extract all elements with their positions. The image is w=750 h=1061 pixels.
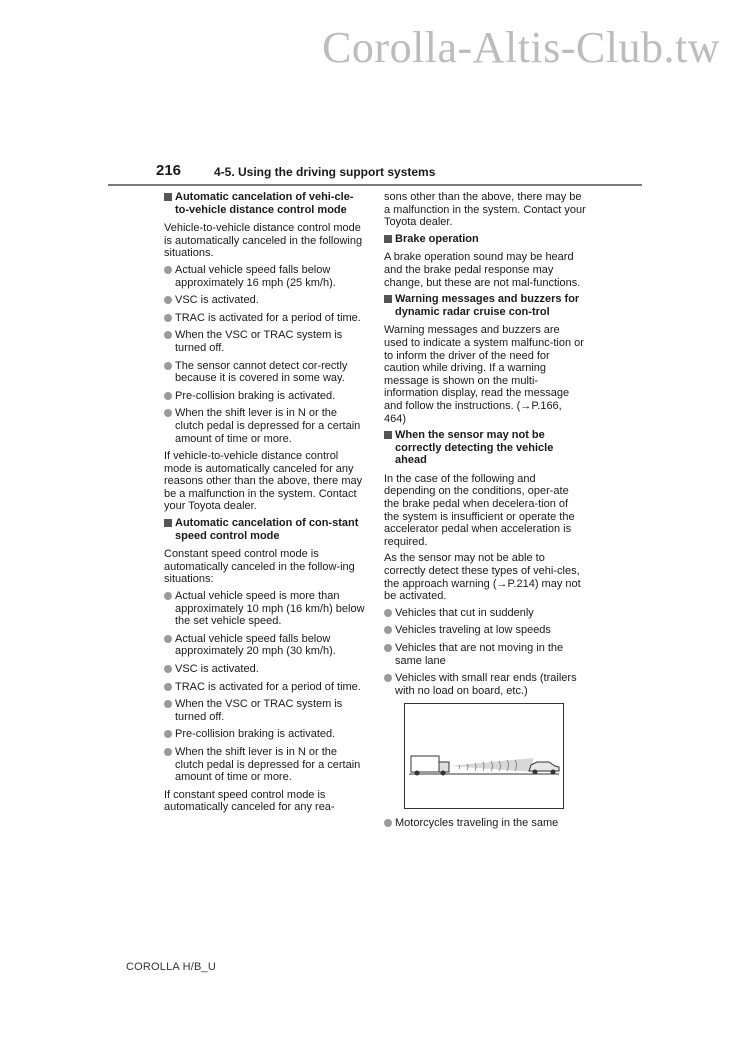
section-heading [384, 233, 586, 246]
bullet-dot-icon [164, 409, 172, 417]
bullet-dot-icon [164, 331, 172, 339]
footer-model-code: COROLLA H/B_U [126, 961, 217, 973]
bullet-dot-icon [164, 296, 172, 304]
bullet-dot-icon [164, 748, 172, 756]
bullet-dot-icon [164, 392, 172, 400]
list-item-text: VSC is activated. [175, 294, 259, 307]
heading-square-icon [384, 295, 392, 303]
list-item-text: Vehicles with small rear ends (trailers with no load on board, etc.) [395, 672, 577, 697]
list-item-text: VSC is activated. [175, 663, 259, 675]
heading-square-icon [384, 235, 392, 243]
radar-beam [449, 758, 533, 772]
list-item-text: TRAC is activated for a period of time. [175, 680, 361, 693]
heading-square-icon [384, 431, 392, 439]
heading-text: Brake operation [395, 232, 479, 245]
page-number: 216 [156, 162, 182, 179]
bullet-dot-icon [164, 266, 172, 274]
paragraph: In the case of the following and depending on the conditions, oper-ate the brake pedal when decelera-tion of the system is insufficient or operate the accelerator pedal when acceleration is required. [384, 472, 575, 548]
heading-text: Automatic cancelation of vehi-cle-to-vehicle distance control mode [175, 191, 354, 216]
list-item [164, 681, 366, 694]
paragraph: If constant speed control mode is automatically canceled for any rea- [164, 788, 335, 814]
list-item [384, 607, 586, 620]
list-item [384, 624, 586, 637]
paragraph: A brake operation sound may be heard and the brake pedal response may change, but these are not mal-functions. [384, 251, 581, 289]
list-item [164, 728, 366, 741]
list-item-text: Motorcycles traveling in the same [395, 817, 559, 830]
list-item [164, 698, 366, 723]
bullet-dot-icon [164, 665, 172, 673]
paragraph: Warning messages and buzzers are used to indicate a system malfunc-tion or to inform the driver of the need for caution while driving. If a warning message is shown on the multi-information display, read the message and follow the instructions. (→P.166, 464) [384, 324, 584, 425]
heading-text: When the sensor may not be correctly detecting the vehicle ahead [395, 429, 554, 467]
left-column [164, 191, 366, 818]
list-item-text: When the shift lever is in N or the clutch pedal is depressed for a certain amount of time or more. [175, 745, 361, 784]
paragraph: Constant speed control mode is automatically canceled in the follow-ing situations: [164, 548, 355, 586]
list-item-text: Actual vehicle speed is more than approximately 10 mph (16 km/h) below the set vehicle speed. [175, 590, 365, 628]
heading-square-icon [164, 193, 172, 201]
bullet-dot-icon [164, 592, 172, 600]
list-item-text: Actual vehicle speed falls below approximately 20 mph (30 km/h). [175, 632, 336, 658]
paragraph: If vehicle-to-vehicle distance control mode is automatically canceled for any reasons other than the above, there may be a malfunction in the system. Contact your Toyota dealer. [164, 450, 363, 513]
list-item [164, 329, 366, 354]
heading-text: Automatic cancelation of con-stant speed control mode [175, 517, 359, 542]
page-header [108, 162, 642, 186]
paragraph: As the sensor may not be able to correctly detect these types of vehi-cles, the approach warning (→P.214) may not be activated. [384, 552, 581, 603]
bullet-dot-icon [164, 730, 172, 738]
car-icon [529, 762, 559, 775]
bullet-dot-icon [384, 819, 392, 827]
list-item [164, 312, 366, 325]
section-heading [164, 191, 366, 216]
paragraph: sons other than the above, there may be a malfunction in the system. Contact your Toyota dealer. [384, 191, 586, 229]
illustration-truck-and-car [404, 703, 564, 809]
bullet-dot-icon [164, 683, 172, 691]
list-item-text: Vehicles that are not moving in the same lane [395, 642, 564, 667]
heading-text: Warning messages and buzzers for dynamic radar cruise con-trol [395, 293, 580, 318]
list-item-text: Actual vehicle speed falls below approximately 16 mph (25 km/h). [175, 263, 336, 289]
list-item-text: Vehicles that cut in suddenly [395, 606, 534, 619]
list-item-text: The sensor cannot detect cor-rectly because it is covered in some way. [175, 359, 348, 385]
bullet-dot-icon [164, 635, 172, 643]
bullet-dot-icon [384, 626, 392, 634]
list-item [164, 407, 366, 445]
right-column [384, 191, 586, 835]
list-item-text: When the shift lever is in N or the clutch pedal is depressed for a certain amount of time or more. [175, 407, 361, 445]
list-item [164, 264, 366, 289]
list-item [384, 817, 586, 830]
list-item-text: Vehicles traveling at low speeds [395, 624, 551, 637]
list-item-text: Pre-collision braking is activated. [175, 728, 336, 741]
list-item [164, 663, 366, 676]
list-item-text: TRAC is activated for a period of time. [175, 311, 361, 324]
bullet-dot-icon [384, 674, 392, 682]
radar-illustration [405, 704, 563, 808]
list-item-text: When the VSC or TRAC system is turned off. [175, 329, 343, 354]
list-item [384, 672, 586, 697]
list-item [164, 746, 366, 784]
list-item [164, 294, 366, 307]
bullet-dot-icon [164, 362, 172, 370]
heading-square-icon [164, 519, 172, 527]
section-heading [384, 293, 586, 318]
list-item [164, 590, 366, 628]
section-heading [384, 429, 586, 467]
truck-icon [411, 756, 449, 776]
list-item-text: Pre-collision braking is activated. [175, 389, 336, 402]
bullet-dot-icon [384, 609, 392, 617]
bullet-dot-icon [164, 700, 172, 708]
list-item [164, 390, 366, 403]
section-heading [164, 517, 366, 542]
paragraph: Vehicle-to-vehicle distance control mode is automatically canceled in the following situations. [164, 222, 363, 260]
section-title: 4-5. Using the driving support systems [214, 165, 436, 179]
bullet-dot-icon [384, 644, 392, 652]
list-item [164, 360, 366, 385]
list-item [164, 633, 366, 658]
bullet-dot-icon [164, 314, 172, 322]
list-item [384, 642, 586, 667]
watermark: Corolla-Altis-Club.tw [322, 23, 720, 72]
list-item-text: When the VSC or TRAC system is turned off. [175, 698, 343, 723]
